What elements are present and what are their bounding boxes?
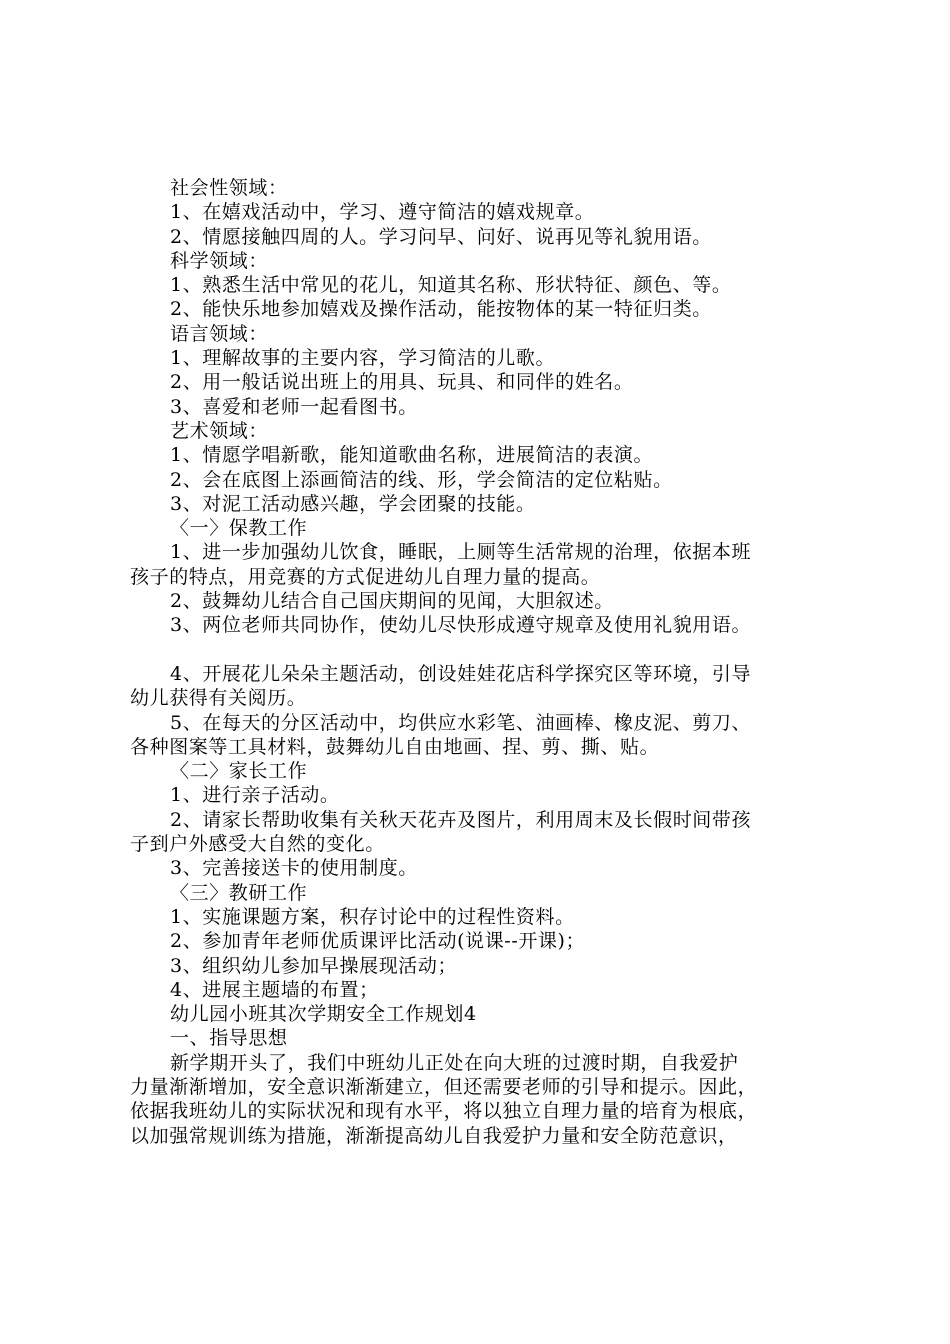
text-line: 1、实施课题方案，积存讨论中的过程性资料。 [170, 905, 575, 928]
text-line: 新学期开头了，我们中班幼儿正处在向大班的过渡时期，自我爱护 [170, 1051, 739, 1074]
text-line: 2、情愿接触四周的人。学习问早、问好、说再见等礼貌用语。 [170, 225, 712, 248]
text-line: 3、完善接送卡的使用制度。 [170, 857, 418, 880]
text-line: 3、对泥工活动感兴趣，学会团聚的技能。 [170, 492, 536, 515]
text-line: 3、两位老师共同协作，使幼儿尽快形成遵守规章及使用礼貌用语。 [170, 614, 752, 637]
text-line: 以加强常规训练为措施，渐渐提高幼儿自我爱护力量和安全防范意识， [130, 1124, 738, 1147]
text-line: 3、喜爱和老师一起看图书。 [170, 395, 418, 418]
text-line: 5、在每天的分区活动中，均供应水彩笔、油画棒、橡皮泥、剪刀、 [170, 711, 752, 734]
text-line: 力量渐渐增加，安全意识渐渐建立，但还需要老师的引导和提示。因此， [130, 1075, 758, 1098]
text-line: 孩子的特点，用竞赛的方式促进幼儿自理力量的提高。 [130, 565, 601, 588]
text-line: 1、情愿学唱新歌，能知道歌曲名称，进展简洁的表演。 [170, 444, 654, 467]
text-line: 2、会在底图上添画简洁的线、形，学会简洁的定位粘贴。 [170, 468, 673, 491]
text-line: 1、理解故事的主要内容，学习简洁的儿歌。 [170, 347, 556, 370]
text-line: 幼儿园小班其次学期安全工作规划4 [170, 1003, 477, 1026]
text-line: 各种图案等工具材料，鼓舞幼儿自由地画、捏、剪、撕、贴。 [130, 735, 660, 758]
text-line: 2、用一般话说出班上的用具、玩具、和同伴的姓名。 [170, 371, 634, 394]
text-line: 2、请家长帮助收集有关秋天花卉及图片，利用周末及长假时间带孩 [170, 808, 752, 831]
blank-line [130, 638, 840, 662]
text-line: 2、参加青年老师优质课评比活动(说课--开课)； [170, 930, 586, 953]
text-line: 依据我班幼儿的实际状况和现有水平，将以独立自理力量的培育为根底， [130, 1100, 758, 1123]
text-line: 艺术领域： [170, 419, 269, 442]
text-line: 4、开展花儿朵朵主题活动，创设娃娃花店科学探究区等环境，引导 [170, 662, 752, 685]
document-body [130, 176, 840, 1148]
text-line: 1、在嬉戏活动中，学习、遵守简洁的嬉戏规章。 [170, 201, 595, 224]
text-line: 科学领域： [170, 249, 269, 272]
text-line: 〈一〉保教工作 [170, 517, 308, 540]
text-line: 4、进展主题墙的布置； [170, 978, 379, 1001]
text-line: 2、能快乐地参加嬉戏及操作活动，能按物体的某一特征归类。 [170, 298, 712, 321]
text-line: 2、鼓舞幼儿结合自己国庆期间的见闻，大胆叙述。 [170, 590, 614, 613]
text-line: 社会性领域： [170, 177, 288, 199]
text-line: 1、熟悉生活中常见的花儿，知道其名称、形状特征、颜色、等。 [170, 274, 732, 297]
text-line: 1、进一步加强幼儿饮食，睡眠，上厕等生活常规的治理，依据本班 [170, 541, 752, 564]
text-line: 语言领域： [170, 322, 269, 345]
text-line: 子到户外感受大自然的变化。 [130, 833, 385, 856]
text-line: 1、进行亲子活动。 [170, 784, 340, 807]
text-line: 〈三〉教研工作 [170, 881, 308, 904]
text-line: 3、组织幼儿参加早操展现活动； [170, 954, 458, 977]
text-line: 〈二〉家长工作 [170, 760, 308, 783]
text-line: 一、指导思想 [170, 1027, 288, 1050]
text-line: 幼儿获得有关阅历。 [130, 687, 307, 710]
